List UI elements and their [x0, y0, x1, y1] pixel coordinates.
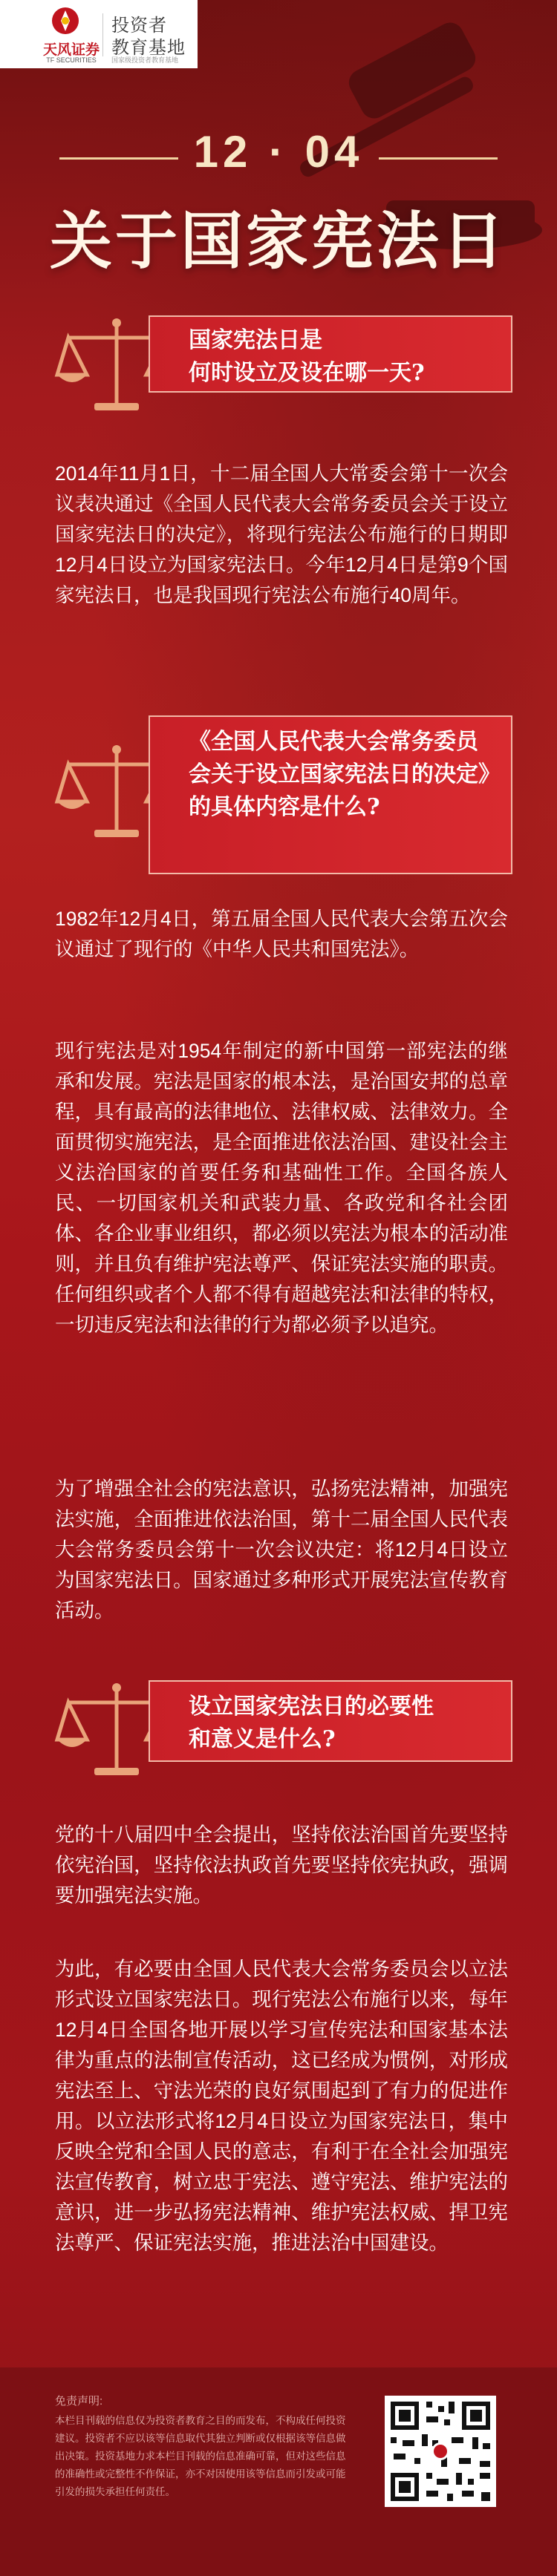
disclaimer-text: 本栏目刊载的信息仅为投资者教育之目的而发布，不构成任何投资建议。投资者不应以该等信息取代其独立判断或仅根据该等信息做出决策。投资基地力求本栏目刊载的信息准确可靠，但对这些信息的准确性或完整性不作保证，亦不对因使用该等信息而引发或可能引发的损失承担任何责任。	[55, 2415, 346, 2497]
brand-logo-panel	[0, 0, 198, 68]
logo-divider	[102, 13, 103, 56]
question-banner-2	[149, 715, 512, 874]
question-banner-1	[149, 315, 512, 393]
date-line-right	[379, 157, 498, 160]
paragraph-2-2: 现行宪法是对1954年制定的新中国第一部宪法的继承和发展。宪法是国家的根本法，是治国安邦的总章程，具有最高的法律地位、法律权威、法律效力。全面贯彻实施宪法，是全面推进依法治国、建设社会主义法治国家的首要任务和基础性工作。全国各族人民、一切国家机关和武装力量、各政党和各社会团体、各企业事业组织，都必须以宪法为根本的活动准则，并且负有维护宪法尊严、保证宪法实施的职责。任何组织或者个人都不得有超越宪法和法律的特权，一切违反宪法和法律的行为都必须予以追究。	[55, 1040, 508, 1336]
page-title: 关于国家宪法日	[49, 206, 507, 276]
qr-code-icon[interactable]	[385, 2396, 496, 2507]
disclaimer-title: 免责声明:	[55, 2395, 103, 2408]
question-banner-3	[149, 1680, 512, 1762]
question-text-3: 设立国家宪法日的必要性 和意义是什么?	[189, 1694, 434, 1752]
date-row	[0, 126, 557, 178]
brand-sub-line1: 投资者	[111, 16, 167, 36]
brand-sub-line3: 国家级投资者教育基地	[111, 56, 179, 64]
brand-name-en: TF SECURITIES	[46, 56, 97, 64]
paragraph-2-3: 为了增强全社会的宪法意识，弘扬宪法精神，加强宪法实施，全面推进依法治国，第十二届全国人民代表大会常务委员会第十一次会议决定：将12月4日设立为国家宪法日。国家通过多种形式开展宪法宣传教育活动。	[55, 1478, 508, 1622]
paragraph-1-1: 2014年11月1日，十二届全国人大常委会第十一次会议表决通过《全国人民代表大会常务委员会关于设立国家宪法日的决定》，将现行宪法公布施行的日期即12月4日设立为国家宪法日。今年12月4日是第9个国家宪法日，也是我国现行宪法公布施行40周年。	[55, 462, 508, 606]
question-text-1: 国家宪法日是 何时设立及设在哪一天?	[189, 327, 425, 386]
date-text: 12 · 04	[193, 127, 364, 177]
question-text-2: 《全国人民代表大会常务委员会关于设立国家宪法日的决定》的具体内容是什么?	[189, 729, 489, 820]
paragraph-3-1: 党的十八届四中全会提出，坚持依法治国首先要坚持依宪治国，坚持依法执政首先要坚持依宪执政，强调要加强宪法实施。	[55, 1823, 508, 1907]
paragraph-3-2: 为此，有必要由全国人民代表大会常务委员会以立法形式设立国家宪法日。现行宪法公布施行以来，每年12月4日全国各地开展以学习宣传宪法和国家基本法律为重点的法制宣传活动，这已经成为惯例，对形成宪法至上、守法光荣的良好氛围起到了有力的促进作用。以立法形式将12月4日设立为国家宪法日，集中反映全党和全国人民的意志，有利于在全社会加强宪法宣传教育，树立忠于宪法、遵守宪法、维护宪法的意识，进一步弘扬宪法精神、维护宪法权威、捍卫宪法尊严、保证宪法实施，推进法治中国建设。	[55, 1958, 508, 2254]
paragraph-2-1: 1982年12月4日，第五届全国人民代表大会第五次会议通过了现行的《中华人民共和国宪法》。	[55, 908, 508, 960]
brand-sub-line2: 教育基地	[111, 38, 186, 58]
footer	[0, 2367, 557, 2576]
brand-name: 天风证券	[42, 42, 100, 58]
brand-logo-icon	[49, 6, 82, 36]
